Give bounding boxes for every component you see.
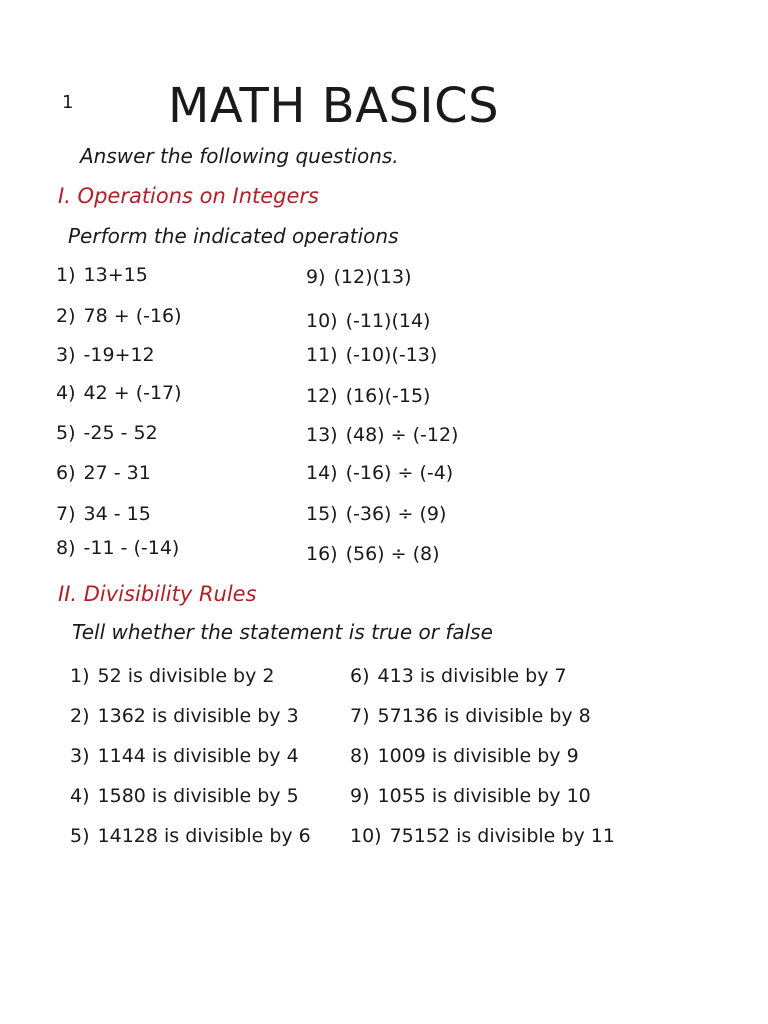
question-item: [70, 705, 299, 727]
page-number: 1: [62, 92, 74, 113]
question-text: -25 - 52: [83, 422, 158, 444]
question-text: (-11)(14): [345, 310, 431, 332]
question-item: [56, 422, 158, 444]
question-item: [56, 503, 151, 525]
section-2-heading: II. Divisibility Rules: [58, 582, 257, 606]
question-item: [350, 785, 591, 807]
question-number: 7): [350, 705, 370, 727]
question-number: 1): [56, 264, 76, 286]
question-text: (56) ÷ (8): [345, 543, 440, 565]
question-item: [70, 745, 299, 767]
question-text: 75152 is divisible by 11: [389, 825, 615, 847]
question-item: [350, 705, 591, 727]
question-text: 1009 is divisible by 9: [377, 745, 579, 767]
question-text: 1580 is divisible by 5: [97, 785, 299, 807]
question-number: 9): [306, 266, 326, 288]
question-number: 3): [70, 745, 90, 767]
question-text: 13+15: [83, 264, 148, 286]
question-item: [306, 310, 430, 332]
question-text: (-10)(-13): [345, 344, 438, 366]
question-text: 57136 is divisible by 8: [377, 705, 591, 727]
question-number: 15): [306, 503, 338, 525]
question-text: (48) ÷ (-12): [345, 424, 459, 446]
question-number: 9): [350, 785, 370, 807]
question-item: [306, 543, 440, 565]
question-item: [306, 424, 458, 446]
question-item: [306, 385, 430, 407]
question-number: 6): [56, 462, 76, 484]
question-number: 13): [306, 424, 338, 446]
question-item: [56, 462, 151, 484]
question-text: (-16) ÷ (-4): [345, 462, 454, 484]
question-text: 1055 is divisible by 10: [377, 785, 591, 807]
question-number: 5): [70, 825, 90, 847]
question-item: [350, 745, 579, 767]
question-text: -19+12: [83, 344, 155, 366]
question-number: 8): [56, 537, 76, 559]
question-number: 12): [306, 385, 338, 407]
question-number: 2): [56, 305, 76, 327]
page-title: MATH BASICS: [168, 78, 500, 134]
section-2-subtitle: Tell whether the statement is true or false: [72, 620, 493, 644]
question-item: [306, 462, 453, 484]
question-text: 1362 is divisible by 3: [97, 705, 299, 727]
question-text: 52 is divisible by 2: [97, 665, 275, 687]
question-number: 1): [70, 665, 90, 687]
question-number: 7): [56, 503, 76, 525]
section-1-heading: I. Operations on Integers: [58, 184, 319, 208]
question-text: 14128 is divisible by 6: [97, 825, 311, 847]
question-number: 16): [306, 543, 338, 565]
question-number: 11): [306, 344, 338, 366]
question-text: (16)(-15): [345, 385, 431, 407]
question-text: 27 - 31: [83, 462, 151, 484]
section-1-subtitle: Perform the indicated operations: [68, 224, 399, 248]
question-item: [56, 382, 182, 404]
question-number: 8): [350, 745, 370, 767]
question-text: 78 + (-16): [83, 305, 182, 327]
instructions: Answer the following questions.: [80, 144, 399, 168]
question-number: 14): [306, 462, 338, 484]
question-text: 413 is divisible by 7: [377, 665, 567, 687]
question-item: [350, 665, 567, 687]
question-text: 34 - 15: [83, 503, 151, 525]
question-item: [70, 785, 299, 807]
question-number: 2): [70, 705, 90, 727]
question-text: (12)(13): [333, 266, 412, 288]
question-item: [306, 344, 437, 366]
question-number: 4): [70, 785, 90, 807]
question-text: 42 + (-17): [83, 382, 182, 404]
question-item: [70, 665, 275, 687]
question-number: 10): [350, 825, 382, 847]
question-number: 3): [56, 344, 76, 366]
question-item: [56, 264, 148, 286]
question-text: -11 - (-14): [83, 537, 180, 559]
question-item: [56, 344, 155, 366]
question-number: 5): [56, 422, 76, 444]
question-item: [70, 825, 311, 847]
question-item: [306, 266, 412, 288]
question-item: [350, 825, 615, 847]
question-item: [306, 503, 446, 525]
question-number: 10): [306, 310, 338, 332]
question-item: [56, 537, 179, 559]
question-number: 6): [350, 665, 370, 687]
question-text: (-36) ÷ (9): [345, 503, 447, 525]
question-number: 4): [56, 382, 76, 404]
question-text: 1144 is divisible by 4: [97, 745, 299, 767]
question-item: [56, 305, 182, 327]
